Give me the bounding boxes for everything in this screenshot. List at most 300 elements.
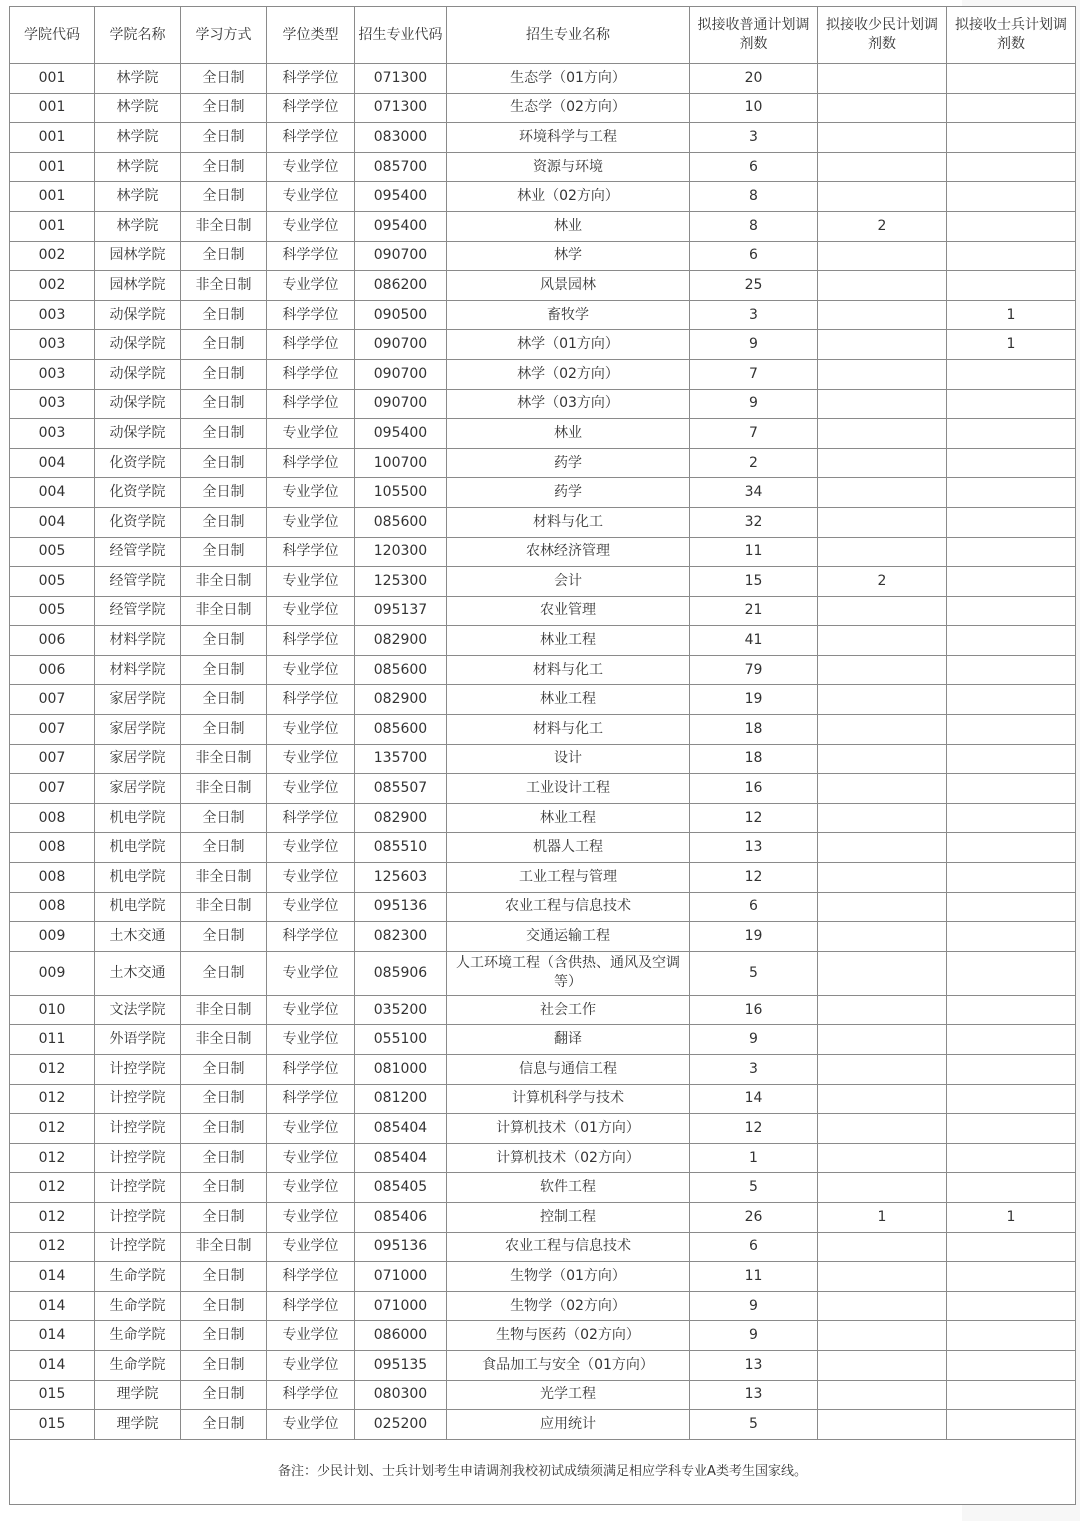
col-study-mode-cell: 全日制 xyxy=(181,64,267,94)
col-major-name-cell: 生态学（01方向） xyxy=(447,64,690,94)
col-major-code-cell: 085510 xyxy=(355,833,447,863)
col-minority-plan-cell: 1 xyxy=(818,1202,947,1232)
col-study-mode-header: 学习方式 xyxy=(181,7,267,64)
col-minority-plan-cell xyxy=(818,93,947,123)
col-major-name-cell: 材料与化工 xyxy=(447,655,690,685)
col-minority-plan-cell xyxy=(818,1055,947,1085)
col-regular-plan-cell: 10 xyxy=(690,93,818,123)
col-major-code-cell: 085600 xyxy=(355,507,447,537)
table-row xyxy=(10,1084,1076,1114)
col-major-code-cell: 090700 xyxy=(355,330,447,360)
col-study-mode-cell: 全日制 xyxy=(181,1350,267,1380)
col-degree-type-cell: 专业学位 xyxy=(267,1202,355,1232)
col-major-code-cell: 125300 xyxy=(355,567,447,597)
col-major-name-cell: 林业（02方向） xyxy=(447,182,690,212)
col-soldier-plan-cell xyxy=(947,626,1076,656)
table-row xyxy=(10,1262,1076,1292)
col-degree-type-cell: 专业学位 xyxy=(267,1350,355,1380)
col-regular-plan-cell: 14 xyxy=(690,1084,818,1114)
col-college-name-cell: 材料学院 xyxy=(95,626,181,656)
col-minority-plan-header: 拟接收少民计划调剂数 xyxy=(818,7,947,64)
col-minority-plan-cell xyxy=(818,1143,947,1173)
col-soldier-plan-cell xyxy=(947,123,1076,153)
col-soldier-plan-cell xyxy=(947,995,1076,1025)
col-minority-plan-cell xyxy=(818,1410,947,1440)
col-college-code-cell: 005 xyxy=(10,537,95,567)
col-degree-type-cell: 专业学位 xyxy=(267,507,355,537)
table-row xyxy=(10,833,1076,863)
col-degree-type-cell: 科学学位 xyxy=(267,389,355,419)
col-study-mode-cell: 全日制 xyxy=(181,1173,267,1203)
admission-adjustment-table xyxy=(9,6,1076,1505)
table-row xyxy=(10,448,1076,478)
col-soldier-plan-cell xyxy=(947,93,1076,123)
col-minority-plan-cell xyxy=(818,182,947,212)
col-college-name-cell: 经管学院 xyxy=(95,567,181,597)
col-college-code-cell: 004 xyxy=(10,448,95,478)
col-minority-plan-cell xyxy=(818,419,947,449)
col-soldier-plan-cell xyxy=(947,596,1076,626)
col-major-code-cell: 125603 xyxy=(355,863,447,893)
col-minority-plan-cell: 2 xyxy=(818,567,947,597)
col-minority-plan-cell xyxy=(818,1025,947,1055)
col-college-code-cell: 002 xyxy=(10,271,95,301)
col-study-mode-cell: 全日制 xyxy=(181,655,267,685)
col-soldier-plan-cell xyxy=(947,892,1076,922)
col-study-mode-cell: 非全日制 xyxy=(181,1232,267,1262)
col-soldier-plan-cell xyxy=(947,803,1076,833)
col-major-name-cell: 农业管理 xyxy=(447,596,690,626)
col-college-name-cell: 计控学院 xyxy=(95,1114,181,1144)
col-study-mode-cell: 全日制 xyxy=(181,507,267,537)
col-regular-plan-cell: 13 xyxy=(690,1380,818,1410)
col-minority-plan-cell xyxy=(818,922,947,952)
col-soldier-plan-cell xyxy=(947,1143,1076,1173)
col-college-name-cell: 林学院 xyxy=(95,182,181,212)
col-college-name-cell: 园林学院 xyxy=(95,241,181,271)
col-soldier-plan-cell xyxy=(947,1380,1076,1410)
col-soldier-plan-cell xyxy=(947,655,1076,685)
col-major-code-cell: 071300 xyxy=(355,64,447,94)
col-minority-plan-cell xyxy=(818,241,947,271)
col-soldier-plan-cell xyxy=(947,271,1076,301)
col-regular-plan-cell: 12 xyxy=(690,803,818,833)
table-row xyxy=(10,537,1076,567)
col-college-code-cell: 012 xyxy=(10,1055,95,1085)
col-degree-type-cell: 科学学位 xyxy=(267,93,355,123)
col-major-name-cell: 软件工程 xyxy=(447,1173,690,1203)
col-soldier-plan-cell xyxy=(947,1262,1076,1292)
col-college-name-cell: 化资学院 xyxy=(95,448,181,478)
col-degree-type-cell: 科学学位 xyxy=(267,359,355,389)
col-college-code-cell: 001 xyxy=(10,211,95,241)
col-regular-plan-cell: 9 xyxy=(690,1321,818,1351)
col-minority-plan-cell xyxy=(818,478,947,508)
col-major-name-cell: 林业 xyxy=(447,211,690,241)
table-body xyxy=(10,64,1076,1440)
col-minority-plan-cell xyxy=(818,359,947,389)
col-minority-plan-cell xyxy=(818,448,947,478)
col-college-code-cell: 012 xyxy=(10,1173,95,1203)
table-row xyxy=(10,123,1076,153)
col-soldier-plan-cell xyxy=(947,241,1076,271)
table-row xyxy=(10,626,1076,656)
col-soldier-plan-cell xyxy=(947,448,1076,478)
col-degree-type-cell: 专业学位 xyxy=(267,995,355,1025)
table-row xyxy=(10,241,1076,271)
col-major-code-cell: 085600 xyxy=(355,655,447,685)
col-college-code-cell: 007 xyxy=(10,744,95,774)
col-college-code-cell: 003 xyxy=(10,359,95,389)
col-regular-plan-cell: 9 xyxy=(690,1025,818,1055)
col-degree-type-cell: 科学学位 xyxy=(267,1380,355,1410)
col-major-name-cell: 林学（02方向） xyxy=(447,359,690,389)
table-header-row xyxy=(10,7,1076,64)
col-college-name-cell: 动保学院 xyxy=(95,330,181,360)
col-study-mode-cell: 全日制 xyxy=(181,448,267,478)
col-major-code-cell: 095400 xyxy=(355,211,447,241)
col-study-mode-cell: 非全日制 xyxy=(181,892,267,922)
col-regular-plan-cell: 9 xyxy=(690,389,818,419)
col-minority-plan-cell xyxy=(818,507,947,537)
col-major-name-cell: 药学 xyxy=(447,448,690,478)
col-college-name-cell: 经管学院 xyxy=(95,596,181,626)
col-degree-type-cell: 专业学位 xyxy=(267,1025,355,1055)
col-college-code-cell: 002 xyxy=(10,241,95,271)
col-degree-type-cell: 科学学位 xyxy=(267,1262,355,1292)
col-major-code-cell: 085700 xyxy=(355,152,447,182)
col-study-mode-cell: 全日制 xyxy=(181,1410,267,1440)
col-soldier-plan-cell xyxy=(947,922,1076,952)
col-study-mode-cell: 非全日制 xyxy=(181,596,267,626)
col-major-name-cell: 风景园林 xyxy=(447,271,690,301)
col-college-name-cell: 材料学院 xyxy=(95,655,181,685)
col-minority-plan-cell xyxy=(818,1291,947,1321)
col-major-name-cell: 设计 xyxy=(447,744,690,774)
col-soldier-plan-cell: 1 xyxy=(947,1202,1076,1232)
col-study-mode-cell: 全日制 xyxy=(181,803,267,833)
col-major-code-cell: 035200 xyxy=(355,995,447,1025)
col-soldier-plan-cell xyxy=(947,478,1076,508)
col-college-name-cell: 土木交通 xyxy=(95,951,181,995)
col-regular-plan-cell: 6 xyxy=(690,1232,818,1262)
table-row xyxy=(10,1173,1076,1203)
table-row xyxy=(10,922,1076,952)
col-major-code-cell: 135700 xyxy=(355,744,447,774)
col-major-code-cell: 081000 xyxy=(355,1055,447,1085)
table-row xyxy=(10,567,1076,597)
table-row xyxy=(10,1350,1076,1380)
col-minority-plan-cell xyxy=(818,1232,947,1262)
col-soldier-plan-cell xyxy=(947,182,1076,212)
col-study-mode-cell: 非全日制 xyxy=(181,995,267,1025)
col-degree-type-cell: 科学学位 xyxy=(267,1291,355,1321)
col-major-name-cell: 计算机科学与技术 xyxy=(447,1084,690,1114)
col-major-code-cell: 071000 xyxy=(355,1291,447,1321)
col-major-code-cell: 082900 xyxy=(355,626,447,656)
col-major-code-cell: 095136 xyxy=(355,1232,447,1262)
col-major-name-cell: 林业工程 xyxy=(447,685,690,715)
col-degree-type-cell: 专业学位 xyxy=(267,1410,355,1440)
col-major-name-cell: 计算机技术（02方向） xyxy=(447,1143,690,1173)
col-major-name-cell: 畜牧学 xyxy=(447,300,690,330)
table-row xyxy=(10,744,1076,774)
table-row xyxy=(10,715,1076,745)
col-minority-plan-cell xyxy=(818,271,947,301)
col-major-code-cell: 120300 xyxy=(355,537,447,567)
col-regular-plan-cell: 12 xyxy=(690,1114,818,1144)
col-major-name-cell: 生物与医药（02方向） xyxy=(447,1321,690,1351)
col-regular-plan-cell: 6 xyxy=(690,892,818,922)
col-degree-type-cell: 科学学位 xyxy=(267,330,355,360)
col-regular-plan-cell: 18 xyxy=(690,744,818,774)
col-college-name-cell: 家居学院 xyxy=(95,774,181,804)
col-major-name-cell: 社会工作 xyxy=(447,995,690,1025)
col-college-code-cell: 010 xyxy=(10,995,95,1025)
col-study-mode-cell: 全日制 xyxy=(181,330,267,360)
col-study-mode-cell: 全日制 xyxy=(181,537,267,567)
col-soldier-plan-cell: 1 xyxy=(947,300,1076,330)
col-degree-type-cell: 专业学位 xyxy=(267,1173,355,1203)
col-college-name-cell: 生命学院 xyxy=(95,1350,181,1380)
table-row xyxy=(10,892,1076,922)
col-regular-plan-cell: 21 xyxy=(690,596,818,626)
col-major-code-cell: 082300 xyxy=(355,922,447,952)
col-regular-plan-cell: 5 xyxy=(690,1410,818,1440)
col-major-name-cell: 生态学（02方向） xyxy=(447,93,690,123)
col-study-mode-cell: 全日制 xyxy=(181,419,267,449)
col-college-name-cell: 家居学院 xyxy=(95,744,181,774)
col-minority-plan-cell xyxy=(818,123,947,153)
col-college-name-cell: 理学院 xyxy=(95,1410,181,1440)
col-major-code-cell: 086000 xyxy=(355,1321,447,1351)
table-row xyxy=(10,419,1076,449)
col-minority-plan-cell xyxy=(818,1350,947,1380)
col-degree-type-cell: 科学学位 xyxy=(267,626,355,656)
col-soldier-plan-cell xyxy=(947,152,1076,182)
table-row xyxy=(10,64,1076,94)
col-college-name-cell: 化资学院 xyxy=(95,507,181,537)
col-college-code-cell: 006 xyxy=(10,626,95,656)
col-college-name-cell: 文法学院 xyxy=(95,995,181,1025)
col-minority-plan-cell xyxy=(818,892,947,922)
col-regular-plan-cell: 8 xyxy=(690,211,818,241)
col-major-code-cell: 095137 xyxy=(355,596,447,626)
col-college-code-cell: 014 xyxy=(10,1262,95,1292)
col-college-code-cell: 001 xyxy=(10,123,95,153)
col-college-code-cell: 008 xyxy=(10,803,95,833)
col-college-code-cell: 004 xyxy=(10,507,95,537)
col-soldier-plan-cell xyxy=(947,1173,1076,1203)
col-study-mode-cell: 非全日制 xyxy=(181,567,267,597)
col-college-code-cell: 007 xyxy=(10,774,95,804)
col-regular-plan-cell: 7 xyxy=(690,419,818,449)
col-major-name-cell: 生物学（01方向） xyxy=(447,1262,690,1292)
col-regular-plan-cell: 13 xyxy=(690,1350,818,1380)
col-regular-plan-cell: 34 xyxy=(690,478,818,508)
table-row xyxy=(10,93,1076,123)
col-college-name-cell: 家居学院 xyxy=(95,685,181,715)
col-major-code-cell: 071300 xyxy=(355,93,447,123)
col-regular-plan-cell: 41 xyxy=(690,626,818,656)
col-college-name-cell: 园林学院 xyxy=(95,271,181,301)
col-college-name-cell: 机电学院 xyxy=(95,803,181,833)
col-major-code-cell: 085404 xyxy=(355,1143,447,1173)
col-regular-plan-cell: 20 xyxy=(690,64,818,94)
col-minority-plan-cell xyxy=(818,1380,947,1410)
col-minority-plan-cell xyxy=(818,537,947,567)
col-degree-type-cell: 专业学位 xyxy=(267,211,355,241)
col-degree-type-cell: 专业学位 xyxy=(267,833,355,863)
col-study-mode-cell: 全日制 xyxy=(181,1291,267,1321)
col-college-code-cell: 012 xyxy=(10,1084,95,1114)
col-degree-type-header: 学位类型 xyxy=(267,7,355,64)
col-college-name-cell: 生命学院 xyxy=(95,1291,181,1321)
col-minority-plan-cell xyxy=(818,803,947,833)
col-degree-type-cell: 专业学位 xyxy=(267,596,355,626)
col-study-mode-cell: 非全日制 xyxy=(181,863,267,893)
col-college-code-cell: 008 xyxy=(10,833,95,863)
col-study-mode-cell: 全日制 xyxy=(181,123,267,153)
footnote: 备注：少民计划、士兵计划考生申请调剂我校初试成绩须满足相应学科专业A类考生国家线。 xyxy=(10,1439,1076,1504)
col-soldier-plan-cell xyxy=(947,1055,1076,1085)
col-regular-plan-cell: 3 xyxy=(690,123,818,153)
col-college-code-cell: 003 xyxy=(10,389,95,419)
col-soldier-plan-cell xyxy=(947,1321,1076,1351)
col-college-code-cell: 001 xyxy=(10,64,95,94)
col-regular-plan-cell: 16 xyxy=(690,995,818,1025)
col-soldier-plan-cell xyxy=(947,359,1076,389)
col-college-code-cell: 007 xyxy=(10,715,95,745)
col-college-name-cell: 林学院 xyxy=(95,123,181,153)
col-college-name-cell: 机电学院 xyxy=(95,863,181,893)
col-major-name-cell: 林学 xyxy=(447,241,690,271)
col-major-name-cell: 林业工程 xyxy=(447,803,690,833)
col-college-code-cell: 007 xyxy=(10,685,95,715)
table-row xyxy=(10,271,1076,301)
col-study-mode-cell: 非全日制 xyxy=(181,211,267,241)
col-major-code-cell: 090700 xyxy=(355,359,447,389)
col-college-name-header: 学院名称 xyxy=(95,7,181,64)
col-college-code-cell: 005 xyxy=(10,596,95,626)
col-college-code-cell: 012 xyxy=(10,1232,95,1262)
col-college-name-cell: 外语学院 xyxy=(95,1025,181,1055)
col-major-code-cell: 090700 xyxy=(355,241,447,271)
col-study-mode-cell: 全日制 xyxy=(181,359,267,389)
col-regular-plan-cell: 3 xyxy=(690,1055,818,1085)
col-study-mode-cell: 全日制 xyxy=(181,152,267,182)
col-minority-plan-cell xyxy=(818,626,947,656)
col-major-code-header: 招生专业代码 xyxy=(355,7,447,64)
col-soldier-plan-cell xyxy=(947,1350,1076,1380)
col-major-name-cell: 农业工程与信息技术 xyxy=(447,892,690,922)
col-major-code-cell: 082900 xyxy=(355,803,447,833)
col-major-code-cell: 095135 xyxy=(355,1350,447,1380)
table-row xyxy=(10,863,1076,893)
col-college-name-cell: 动保学院 xyxy=(95,359,181,389)
col-degree-type-cell: 专业学位 xyxy=(267,271,355,301)
col-degree-type-cell: 科学学位 xyxy=(267,1055,355,1085)
col-minority-plan-cell xyxy=(818,1114,947,1144)
col-college-name-cell: 土木交通 xyxy=(95,922,181,952)
col-major-name-cell: 农林经济管理 xyxy=(447,537,690,567)
col-college-code-cell: 014 xyxy=(10,1291,95,1321)
col-degree-type-cell: 科学学位 xyxy=(267,1084,355,1114)
col-major-code-cell: 100700 xyxy=(355,448,447,478)
col-major-name-cell: 材料与化工 xyxy=(447,715,690,745)
col-major-code-cell: 095136 xyxy=(355,892,447,922)
col-major-name-cell: 林业 xyxy=(447,419,690,449)
col-degree-type-cell: 专业学位 xyxy=(267,182,355,212)
table-row xyxy=(10,1114,1076,1144)
col-college-name-cell: 林学院 xyxy=(95,211,181,241)
table-row xyxy=(10,211,1076,241)
col-college-code-cell: 012 xyxy=(10,1114,95,1144)
col-regular-plan-cell: 26 xyxy=(690,1202,818,1232)
col-college-name-cell: 生命学院 xyxy=(95,1321,181,1351)
col-major-code-cell: 055100 xyxy=(355,1025,447,1055)
col-degree-type-cell: 专业学位 xyxy=(267,152,355,182)
col-major-code-cell: 071000 xyxy=(355,1262,447,1292)
col-soldier-plan-cell xyxy=(947,507,1076,537)
col-college-code-cell: 003 xyxy=(10,330,95,360)
col-soldier-plan-cell xyxy=(947,419,1076,449)
col-college-name-cell: 机电学院 xyxy=(95,892,181,922)
col-degree-type-cell: 专业学位 xyxy=(267,1232,355,1262)
col-study-mode-cell: 全日制 xyxy=(181,1380,267,1410)
col-regular-plan-cell: 16 xyxy=(690,774,818,804)
col-college-code-cell: 009 xyxy=(10,922,95,952)
col-major-code-cell: 095400 xyxy=(355,182,447,212)
table-row xyxy=(10,655,1076,685)
col-major-code-cell: 081200 xyxy=(355,1084,447,1114)
col-soldier-plan-cell xyxy=(947,744,1076,774)
table-row xyxy=(10,1232,1076,1262)
col-minority-plan-cell xyxy=(818,1084,947,1114)
col-study-mode-cell: 全日制 xyxy=(181,922,267,952)
col-regular-plan-cell: 11 xyxy=(690,1262,818,1292)
col-minority-plan-cell xyxy=(818,951,947,995)
col-major-code-cell: 085906 xyxy=(355,951,447,995)
col-college-name-cell: 计控学院 xyxy=(95,1202,181,1232)
col-regular-plan-cell: 5 xyxy=(690,1173,818,1203)
col-college-name-cell: 化资学院 xyxy=(95,478,181,508)
col-college-name-cell: 经管学院 xyxy=(95,537,181,567)
col-study-mode-cell: 全日制 xyxy=(181,833,267,863)
col-college-code-cell: 011 xyxy=(10,1025,95,1055)
col-college-name-cell: 理学院 xyxy=(95,1380,181,1410)
col-college-name-cell: 林学院 xyxy=(95,152,181,182)
col-college-name-cell: 林学院 xyxy=(95,64,181,94)
col-degree-type-cell: 专业学位 xyxy=(267,1321,355,1351)
col-college-code-cell: 008 xyxy=(10,892,95,922)
col-major-code-cell: 090700 xyxy=(355,389,447,419)
col-major-name-cell: 材料与化工 xyxy=(447,507,690,537)
col-soldier-plan-cell xyxy=(947,1410,1076,1440)
table-row xyxy=(10,1202,1076,1232)
col-degree-type-cell: 科学学位 xyxy=(267,685,355,715)
col-college-code-cell: 003 xyxy=(10,300,95,330)
col-soldier-plan-cell xyxy=(947,1084,1076,1114)
col-major-name-cell: 林学（01方向） xyxy=(447,330,690,360)
col-major-code-cell: 085404 xyxy=(355,1114,447,1144)
table-row xyxy=(10,330,1076,360)
col-college-name-cell: 林学院 xyxy=(95,93,181,123)
col-major-code-cell: 085507 xyxy=(355,774,447,804)
col-major-name-cell: 农业工程与信息技术 xyxy=(447,1232,690,1262)
table-row xyxy=(10,1143,1076,1173)
col-major-code-cell: 082900 xyxy=(355,685,447,715)
